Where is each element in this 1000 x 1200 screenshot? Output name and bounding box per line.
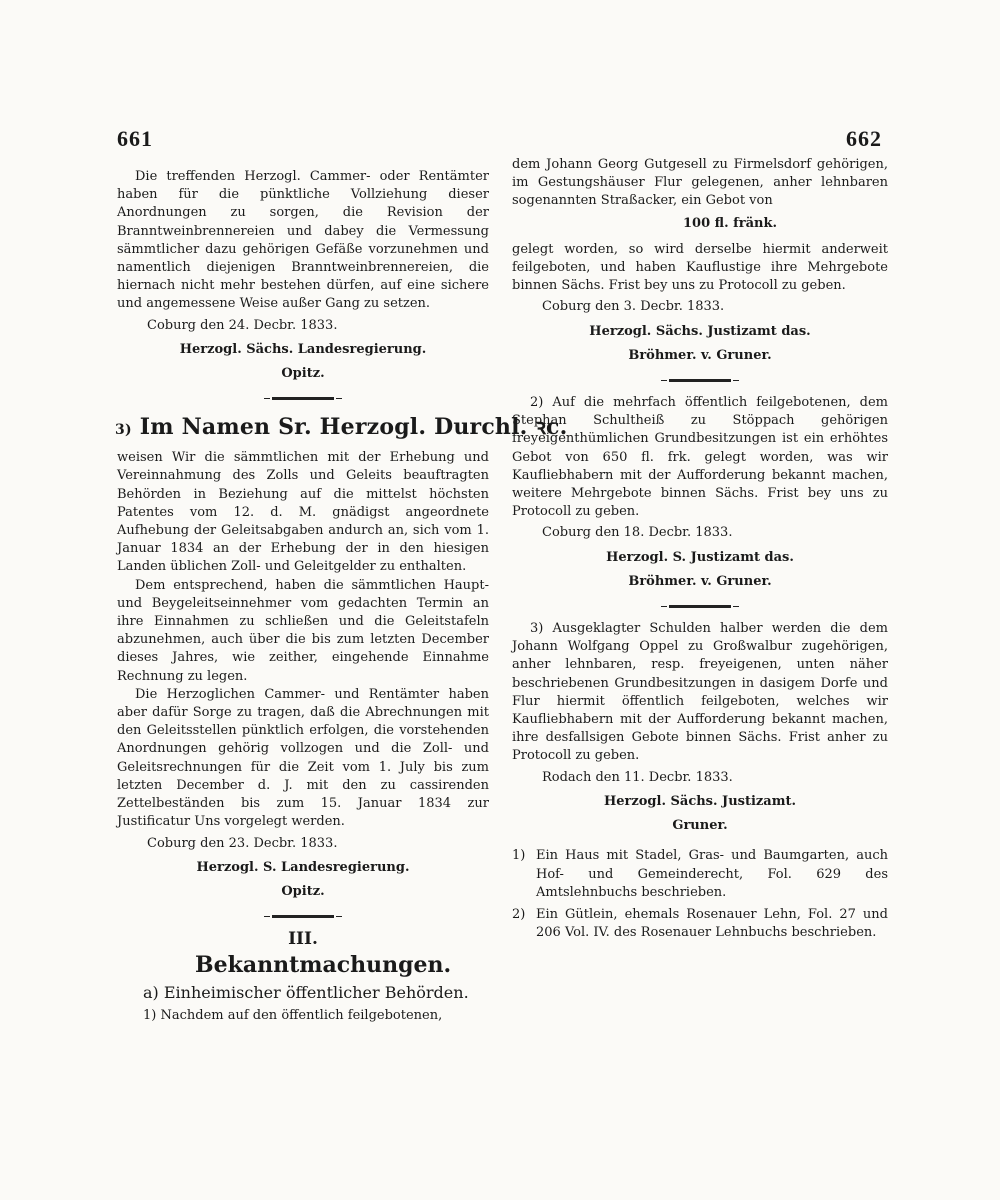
signature-name: Gruner.: [672, 818, 728, 834]
list-item: [512, 847, 888, 902]
decree-number: 3): [115, 422, 132, 439]
list-item: [512, 906, 888, 942]
signature-name: Bröhmer. v. Gruner.: [628, 347, 772, 363]
paragraph: Die treffenden Herzogl. Cammer- oder Rentämter haben für die pünktliche Vollziehung dieser Anordnungen zu sorgen, die Revision der Branntweinbrennereien und dabey die Vermessung sämmtlicher dazu gehörigen Gefäße vorzunehmen und namentlich diejenigen Branntweinbrennereien, die hiernach nicht mehr bestehen dürfen, auf eine sichere und angemessene Weise außer Gang zu setzen.: [117, 169, 489, 312]
signature-place-date: Rodach den 11. Decbr. 1833.: [542, 769, 733, 785]
list-item-number: 1): [512, 848, 526, 864]
paragraph: 2) Auf die mehrfach öffentlich feilgebotenen, dem Stephan Schultheiß zu Stöppach gehörigen freyeigenthümlichen Grundbesitzungen ist ein erhöhtes Gebot von 650 fl. frk. gelegt worden, was wir Kaufliebhabern mit der Aufforderung bekannt machen, weitere Mehrgebote binnen Sächs. Frist bey uns zu Protocoll zu geben.: [512, 395, 888, 520]
signature-authority: Herzogl. S. Landesregierung.: [196, 859, 410, 875]
list-item-text: Ein Haus mit Stadel, Gras- und Baumgarten, auch Hof- und Gemeinderecht, Fol. 629 des Amtslehnbuchs beschrieben.: [536, 848, 888, 900]
section-title: Bekanntmachungen.: [195, 952, 452, 979]
signature-name: Opitz.: [281, 366, 325, 382]
signature-authority: Herzogl. Sächs. Landesregierung.: [179, 341, 427, 357]
list-item-number: 2): [512, 906, 526, 922]
subsection-heading: a) Einheimischer öffentlicher Behörden.: [143, 983, 469, 1003]
paragraph: Die Herzoglichen Cammer- und Rentämter haben aber dafür Sorge zu tragen, daß die Abrechnungen mit den Geleitsstellen pünktlich erfolgen, die vorstehenden Anordnungen gehörig vollzogen und die Zoll- und Geleitsrechnungen für die Zeit vom 1. July bis zum letzten December d. J. mit den zu cassirenden Zettelbeständen bis zum 15. Januar 1834 zur Justificatur Uns vorgelegt werden.: [117, 686, 489, 830]
signature-authority: Herzogl. Sächs. Justizamt das.: [589, 323, 811, 339]
decree-heading: [115, 412, 568, 445]
signature-name: Opitz.: [281, 883, 325, 899]
page-number-left: 661: [117, 126, 153, 151]
right-column: [512, 156, 888, 942]
paragraph: gelegt worden, so wird derselbe hiermit anderweit feilgeboten, und haben Kauflustige ihre Mehrgebote binnen Sächs. Frist bey uns zu Protocoll zu geben.: [512, 241, 888, 294]
bid-amount: 100 fl. fränk.: [682, 215, 777, 231]
paragraph: weisen Wir die sämmtlichen mit der Erhebung und Vereinnahmung des Zolls und Geleits beauftragten Behörden in Beziehung auf die mittelst höchsten Patentes vom 12. d. M. gnädigst angeordnete Aufhebung der Geleitsabgaben andurch an, sich vom 1. Januar 1834 an der Erhebung der in den hiesigen Landen üblichen Zoll- und Geleitgelder zu enthalten.: [117, 450, 489, 575]
left-column: [115, 168, 568, 1025]
decree-heading-text: Im Namen Sr. Herzogl. Durchl. ꝛc.: [139, 414, 568, 441]
signature-name: Bröhmer. v. Gruner.: [628, 573, 772, 589]
signature-place-date: Coburg den 24. Decbr. 1833.: [147, 317, 338, 333]
signature-place-date: Coburg den 18. Decbr. 1833.: [542, 525, 733, 541]
page-number-right: 662: [846, 126, 882, 151]
section-divider: [669, 605, 731, 608]
section-number: III.: [288, 929, 318, 950]
item-start: 1) Nachdem auf den öffentlich feilgebotenen,: [143, 1007, 443, 1023]
paragraph: 3) Ausgeklagter Schulden halber werden die dem Johann Wolfgang Oppel zu Großwalbur zugehörigen, anher lehnbaren, resp. freyeigenen, unten näher beschriebenen Grundbesitzungen in dasigem Dorfe und Flur hiermit öffentlich feilgeboten, welches wir Kaufliebhabern mit der Aufforderung bekannt machen, ihre desfallsigen Gebote binnen Sächs. Frist anher zu Protocoll zu geben.: [512, 621, 888, 764]
signature-place-date: Coburg den 23. Decbr. 1833.: [147, 835, 338, 851]
signature-place-date: Coburg den 3. Decbr. 1833.: [542, 299, 725, 315]
section-divider: [272, 397, 334, 400]
signature-authority: Herzogl. S. Justizamt das.: [606, 549, 794, 565]
paragraph: Dem entsprechend, haben die sämmtlichen Haupt- und Beygeleitseinnehmer vom gedachten Termin an ihre Einnahmen zu schließen und die Geleitstafeln abzunehmen, auch über die bis zum letzten December dieses Jahres, wie zeither, eingehende Einnahme Rechnung zu legen.: [117, 577, 489, 684]
paragraph: dem Johann Georg Gutgesell zu Firmelsdorf gehörigen, im Gestungshäuser Flur gelegenen, anher lehnbaren sogenannten Straßacker, ein Gebot von: [512, 157, 888, 209]
section-divider: [272, 915, 334, 918]
list-item-text: Ein Gütlein, ehemals Rosenauer Lehn, Fol. 27 und 206 Vol. IV. des Rosenauer Lehnbuchs beschrieben.: [536, 906, 888, 941]
section-divider: [669, 379, 731, 382]
signature-authority: Herzogl. Sächs. Justizamt.: [603, 793, 797, 809]
